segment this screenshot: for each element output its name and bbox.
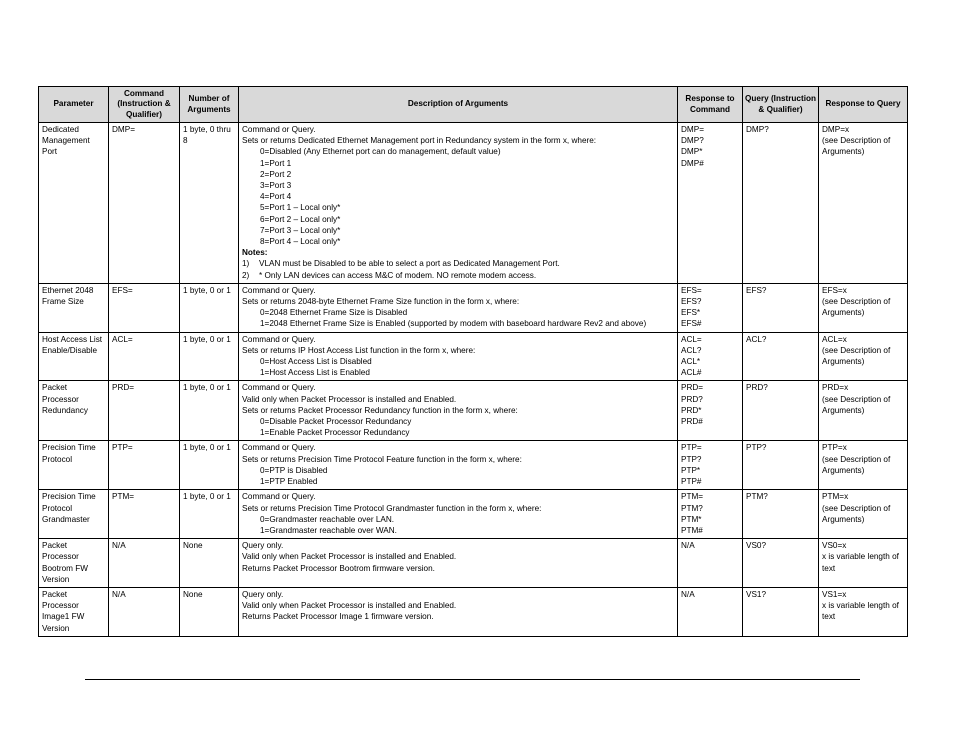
response-line: DMP# — [681, 158, 704, 168]
cell-description — [239, 123, 678, 284]
response-line: DMP? — [681, 136, 704, 146]
desc-line: Sets or returns 2048-byte Ethernet Frame Size function in the form x, where: — [242, 297, 520, 307]
cell-command: PRD= — [109, 381, 180, 441]
cell-query: PRD? — [743, 381, 819, 441]
response-line: VS0=x — [822, 541, 847, 551]
desc-line: Query only. — [242, 541, 284, 551]
command-table — [38, 86, 908, 637]
response-line: PRD= — [681, 383, 704, 393]
desc-line: Returns Packet Processor Bootrom firmware version. — [242, 563, 435, 573]
desc-line: Returns Packet Processor Image 1 firmware version. — [242, 612, 434, 622]
cell-response-command — [678, 283, 743, 332]
cell-parameter: Packet Processor Image1 FW Version — [39, 587, 109, 636]
desc-option: 1=2048 Ethernet Frame Size is Enabled (supported by modem with baseboard hardware Rev2 and above) — [260, 319, 647, 329]
response-line: ACL= — [681, 334, 702, 344]
cell-description — [239, 441, 678, 490]
desc-option: 1=Port 1 — [260, 158, 292, 168]
response-line: ACL? — [681, 345, 702, 355]
cell-parameter: Precision Time Protocol — [39, 441, 109, 490]
desc-option: 8=Port 4 – Local only* — [260, 237, 341, 247]
response-line: (see Description of Arguments) — [822, 394, 891, 415]
cell-parameter: Dedicated Management Port — [39, 123, 109, 284]
desc-option: 5=Port 1 – Local only* — [260, 203, 341, 213]
cell-query: ACL? — [743, 332, 819, 381]
response-line: PTM# — [681, 525, 703, 535]
desc-line: Sets or returns IP Host Access List function in the form x, where: — [242, 345, 476, 355]
response-line: ACL=x — [822, 334, 847, 344]
desc-option: 2=Port 2 — [260, 169, 292, 179]
response-line: PTP? — [681, 454, 702, 464]
desc-line: Query only. — [242, 589, 284, 599]
desc-line: Command or Query. — [242, 285, 316, 295]
cell-description — [239, 283, 678, 332]
desc-line: Valid only when Packet Processor is installed and Enabled. — [242, 552, 457, 562]
response-line: PTM= — [681, 492, 704, 502]
cell-query: PTM? — [743, 490, 819, 539]
desc-option: 0=2048 Ethernet Frame Size is Disabled — [260, 308, 408, 318]
header-description: Description of Arguments — [239, 87, 678, 123]
cell-description — [239, 332, 678, 381]
table-row — [39, 490, 908, 539]
response-line: PRD* — [681, 405, 702, 415]
cell-response-query — [819, 539, 908, 588]
cell-args: 1 byte, 0 or 1 — [180, 332, 239, 381]
response-line: N/A — [681, 589, 695, 599]
cell-args: 1 byte, 0 or 1 — [180, 490, 239, 539]
note-text: VLAN must be Disabled to be able to select a port as Dedicated Management Port. — [259, 259, 560, 269]
desc-option: 7=Port 3 – Local only* — [260, 225, 341, 235]
cell-description — [239, 381, 678, 441]
note-number: 1) — [242, 259, 250, 269]
cell-command: N/A — [109, 587, 180, 636]
desc-option: 0=Disable Packet Processor Redundancy — [260, 417, 412, 427]
cell-command: DMP= — [109, 123, 180, 284]
response-line: DMP=x — [822, 125, 850, 134]
desc-line: Sets or returns Precision Time Protocol Grandmaster function in the form x, where: — [242, 503, 542, 513]
response-line: VS1=x — [822, 589, 847, 599]
note-item — [242, 258, 674, 269]
desc-option: 1=Grandmaster reachable over WAN. — [260, 525, 397, 535]
response-line: EFS* — [681, 308, 701, 318]
cell-query: DMP? — [743, 123, 819, 284]
footer-rule — [85, 679, 860, 680]
desc-option: 1=Host Access List is Enabled — [260, 368, 370, 378]
desc-line: Valid only when Packet Processor is installed and Enabled. — [242, 394, 457, 404]
cell-args: 1 byte, 0 or 1 — [180, 283, 239, 332]
cell-command: PTM= — [109, 490, 180, 539]
cell-response-query — [819, 381, 908, 441]
header-args: Number of Arguments — [180, 87, 239, 123]
response-line: PTP# — [681, 477, 702, 487]
cell-args: 1 byte, 0 or 1 — [180, 441, 239, 490]
response-line: DMP= — [681, 125, 704, 134]
cell-command: PTP= — [109, 441, 180, 490]
response-line: (see Description of Arguments) — [822, 297, 891, 318]
response-line: EFS# — [681, 319, 702, 329]
response-line: N/A — [681, 541, 695, 551]
cell-response-command — [678, 587, 743, 636]
cell-args: 1 byte, 0 thru 8 — [180, 123, 239, 284]
table-row — [39, 539, 908, 588]
note-number: 2) — [242, 270, 250, 280]
cell-query: PTP? — [743, 441, 819, 490]
cell-args: None — [180, 539, 239, 588]
desc-line: Sets or returns Packet Processor Redundancy function in the form x, where: — [242, 405, 518, 415]
desc-line: Command or Query. — [242, 334, 316, 344]
table-row — [39, 332, 908, 381]
response-line: EFS? — [681, 297, 702, 307]
response-line: PTP=x — [822, 443, 847, 453]
cell-response-query — [819, 490, 908, 539]
desc-option: 1=Enable Packet Processor Redundancy — [260, 428, 410, 438]
desc-option: 0=PTP is Disabled — [260, 465, 328, 475]
notes-label: Notes: — [242, 248, 268, 258]
response-line: PTM=x — [822, 492, 849, 502]
desc-line: Command or Query. — [242, 492, 316, 502]
note-text: * Only LAN devices can access M&C of modem. NO remote modem access. — [259, 270, 537, 280]
desc-option: 1=PTP Enabled — [260, 477, 318, 487]
desc-option: 0=Disabled (Any Ethernet port can do management, default value) — [260, 147, 501, 157]
cell-query: VS0? — [743, 539, 819, 588]
cell-parameter: Host Access List Enable/Disable — [39, 332, 109, 381]
cell-query: VS1? — [743, 587, 819, 636]
cell-description — [239, 587, 678, 636]
desc-line: Command or Query. — [242, 443, 316, 453]
response-line: DMP* — [681, 147, 703, 157]
response-line: PRD=x — [822, 383, 849, 393]
desc-line: Sets or returns Precision Time Protocol Feature function in the form x, where: — [242, 454, 522, 464]
cell-parameter: Precision Time Protocol Grandmaster — [39, 490, 109, 539]
cell-description — [239, 539, 678, 588]
cell-command: ACL= — [109, 332, 180, 381]
response-line: PRD# — [681, 417, 703, 427]
desc-line: Command or Query. — [242, 383, 316, 393]
response-line: (see Description of Arguments) — [822, 503, 891, 524]
response-line: PTM* — [681, 514, 702, 524]
cell-parameter: Ethernet 2048 Frame Size — [39, 283, 109, 332]
table-row — [39, 123, 908, 284]
table-row — [39, 283, 908, 332]
desc-option: 0=Grandmaster reachable over LAN. — [260, 514, 395, 524]
header-query: Query (Instruction & Qualifier) — [743, 87, 819, 123]
cell-query: EFS? — [743, 283, 819, 332]
cell-response-command — [678, 381, 743, 441]
response-line: x is variable length of text — [822, 552, 899, 573]
cell-response-command — [678, 490, 743, 539]
response-line: ACL# — [681, 368, 702, 378]
response-line: (see Description of Arguments) — [822, 345, 891, 367]
cell-response-query — [819, 283, 908, 332]
response-line: (see Description of Arguments) — [822, 136, 891, 157]
cell-args: 1 byte, 0 or 1 — [180, 381, 239, 441]
cell-parameter: Packet Processor Bootrom FW Version — [39, 539, 109, 588]
cell-parameter: Packet Processor Redundancy — [39, 381, 109, 441]
response-line: PRD? — [681, 394, 703, 404]
cell-response-query — [819, 587, 908, 636]
response-line: EFS=x — [822, 285, 847, 295]
desc-line: Valid only when Packet Processor is installed and Enabled. — [242, 601, 457, 611]
cell-response-command — [678, 441, 743, 490]
table-row — [39, 587, 908, 636]
header-row — [39, 87, 908, 123]
cell-response-query — [819, 123, 908, 284]
response-line: ACL* — [681, 357, 701, 367]
header-command: Command (Instruction & Qualifier) — [109, 87, 180, 123]
response-line: PTP* — [681, 465, 701, 475]
cell-response-command — [678, 332, 743, 381]
response-line: PTP= — [681, 443, 702, 453]
desc-option: 3=Port 3 — [260, 181, 292, 191]
header-response-command: Response to Command — [678, 87, 743, 123]
note-item — [242, 270, 674, 281]
cell-response-query — [819, 332, 908, 381]
table-row — [39, 381, 908, 441]
desc-line: Sets or returns Dedicated Ethernet Management port in Redundancy system in the form x, where: — [242, 136, 597, 146]
table-row — [39, 441, 908, 490]
cell-response-query — [819, 441, 908, 490]
cell-description — [239, 490, 678, 539]
cell-command: N/A — [109, 539, 180, 588]
response-line: (see Description of Arguments) — [822, 454, 891, 475]
desc-option: 4=Port 4 — [260, 192, 292, 202]
desc-line: Command or Query. — [242, 125, 316, 134]
cell-response-command — [678, 123, 743, 284]
cell-response-command — [678, 539, 743, 588]
desc-option: 0=Host Access List is Disabled — [260, 357, 372, 367]
response-line: EFS= — [681, 285, 702, 295]
header-parameter: Parameter — [39, 87, 109, 123]
response-line: PTM? — [681, 503, 703, 513]
response-line: x is variable length of text — [822, 601, 899, 622]
header-response-query: Response to Query — [819, 87, 908, 123]
cell-command: EFS= — [109, 283, 180, 332]
desc-option: 6=Port 2 – Local only* — [260, 214, 341, 224]
cell-args: None — [180, 587, 239, 636]
